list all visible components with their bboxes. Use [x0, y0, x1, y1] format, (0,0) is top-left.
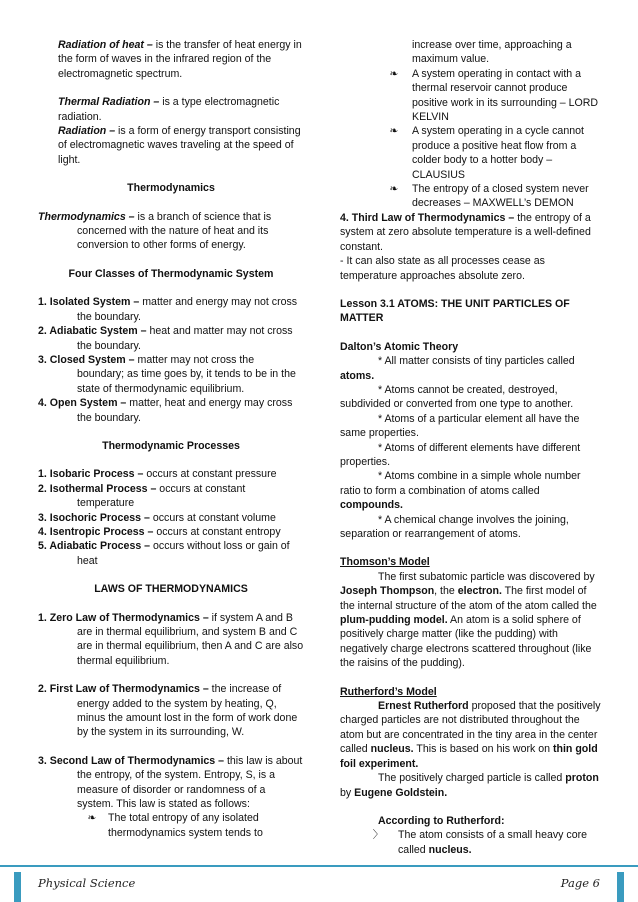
proton-paragraph: The positively charged particle is called proton by Eugene Goldstein.	[340, 772, 599, 799]
quill-bullet-icon: ❧	[389, 67, 399, 80]
heading-laws: LAWS OF THERMODYNAMICS	[94, 583, 248, 596]
list-item: 3. Isochoric Process – occurs at constant volume	[38, 511, 276, 524]
first-law: 2. First Law of Thermodynamics – the increase of energy added to the system by heating, Q, minus the amount lost in the form of work done by the system in its surrounding, W.	[38, 683, 298, 739]
rutherford-paragraph: Ernest Rutherford proposed that the positively charged particles are not distributed throughout the atom but are concentrated in the tiny area in the center called nucleus. This is based on his work on thin gold foil experiment.	[340, 700, 601, 770]
footer-subject: Physical Science	[38, 876, 136, 890]
list-item: 4. Open System – matter, heat and energy may cross the boundary.	[38, 397, 293, 424]
heading-thermodynamics: Thermodynamics	[127, 182, 215, 195]
thermal-radiation-paragraph: Thermal Radiation – is a type electromagnetic radiation. Radiation – is a form of energy transport consisting of electromagnetic waves traveling at the speed of light.	[38, 95, 304, 167]
list-item: ❧ A system operating in contact with a thermal reservoir cannot produce positive work in its surrounding – LORD KELVIN	[340, 67, 602, 125]
thomson-heading: Thomson’s Model	[340, 556, 430, 569]
classes-list	[38, 295, 304, 425]
list-item: 1. Isobaric Process – occurs at constant pressure	[38, 468, 277, 481]
list-item: 5. Adiabatic Process – occurs without loss or gain of heat	[38, 540, 290, 567]
footer-left-bar	[14, 872, 21, 902]
heading-thermodynamic-processes: Thermodynamic Processes	[102, 439, 240, 452]
left-column	[38, 38, 304, 840]
right-column	[340, 38, 602, 857]
list-item: * All matter consists of tiny particles called atoms.	[340, 355, 575, 382]
footer-page-number: Page 6	[560, 876, 600, 890]
thomson-paragraph: The first subatomic particle was discovered by Joseph Thompson, the electron. The first model of the internal structure of the atom of the atom called the plum-pudding model. An atom is a solid sphere of positively charge matter (like the pudding) with negatively charge electrons scattered throughout (like the raisins of the pudding).	[340, 570, 597, 670]
lesson-heading: Lesson 3.1 ATOMS: THE UNIT PARTICLES OF MATTER	[340, 297, 570, 325]
list-item: ❧ The entropy of a closed system never decreases – MAXWELL’s DEMON	[340, 182, 602, 211]
dalton-heading: Dalton’s Atomic Theory	[340, 340, 459, 353]
list-item: 1. Isolated System – matter and energy may not cross the boundary.	[38, 296, 298, 323]
list-item: * Atoms combine in a simple whole number ratio to form a combination of atoms called compounds.	[340, 470, 581, 512]
list-item: 3. Closed System – matter may not cross the boundary; as time goes by, it tends to be in the state of thermodynamic equilibrium.	[38, 353, 296, 395]
footer-divider	[0, 865, 638, 867]
thermodynamics-definition: Thermodynamics – is a branch of science that is concerned with the nature of heat and its conversion to other forms of energy.	[38, 210, 272, 252]
list-item: 2. Adiabatic System – heat and matter may not cross the boundary.	[38, 325, 293, 352]
list-item: * Atoms cannot be created, destroyed, subdivided or converted from one type to another.	[340, 383, 574, 411]
second-law: 3. Second Law of Thermodynamics – this law is about the entropy, of the system. Entropy, S, is a measure of disorder or randomness of a system. This law is stated as follows:	[38, 754, 303, 811]
according-heading: According to Rutherford:	[378, 814, 505, 827]
list-item: * Atoms of different elements have different properties.	[340, 441, 581, 468]
radiation-of-heat-paragraph: Radiation of heat – is the transfer of heat energy in the form of waves in the infrared region of the electromagnetic spectrum.	[58, 39, 302, 80]
quill-bullet-icon: ❧	[389, 183, 399, 196]
list-item: ❧ A system operating in a cycle cannot produce a positive heat flow from a colder body to a hotter body – CLAUSIUS	[340, 124, 602, 182]
third-law: 4. Third Law of Thermodynamics – the entropy of a system at zero absolute temperature is a well-defined constant.	[340, 211, 591, 253]
footer-right-bar	[617, 872, 624, 902]
zero-law: 1. Zero Law of Thermodynamics – if system A and B are in thermal equilibrium, and system B and C are in thermal equilibrium, then A and C are also thermal equilibrium.	[38, 611, 304, 667]
list-item: ❧ The total entropy of any isolated thermodynamics system tends to	[38, 811, 304, 840]
processes-list	[38, 467, 304, 568]
third-law-note: - It can also state as all processes cease as temperature approaches absolute zero.	[340, 255, 545, 282]
radiation-paragraph: Radiation – is a form of energy transport consisting of electromagnetic waves traveling at the speed of light.	[58, 125, 301, 166]
list-item: * A chemical change involves the joining, separation or rearrangement of atoms.	[340, 513, 569, 540]
quill-bullet-icon: ❧	[87, 812, 97, 825]
list-item: 2. Isothermal Process – occurs at constant temperature	[38, 482, 246, 510]
list-item: increase over time, approaching a maximum value.	[412, 39, 572, 66]
angle-bracket-bullet-icon: 〉	[372, 829, 384, 842]
list-item: 4. Isentropic Process – occurs at constant entropy	[38, 525, 281, 538]
rutherford-heading: Rutherford’s Model	[340, 685, 437, 698]
heading-four-classes: Four Classes of Thermodynamic System	[68, 267, 274, 280]
list-item: * Atoms of a particular element all have the same properties.	[340, 412, 580, 440]
quill-bullet-icon: ❧	[389, 125, 399, 138]
list-item: 〉 The atom consists of a small heavy core called nucleus.	[340, 828, 602, 857]
